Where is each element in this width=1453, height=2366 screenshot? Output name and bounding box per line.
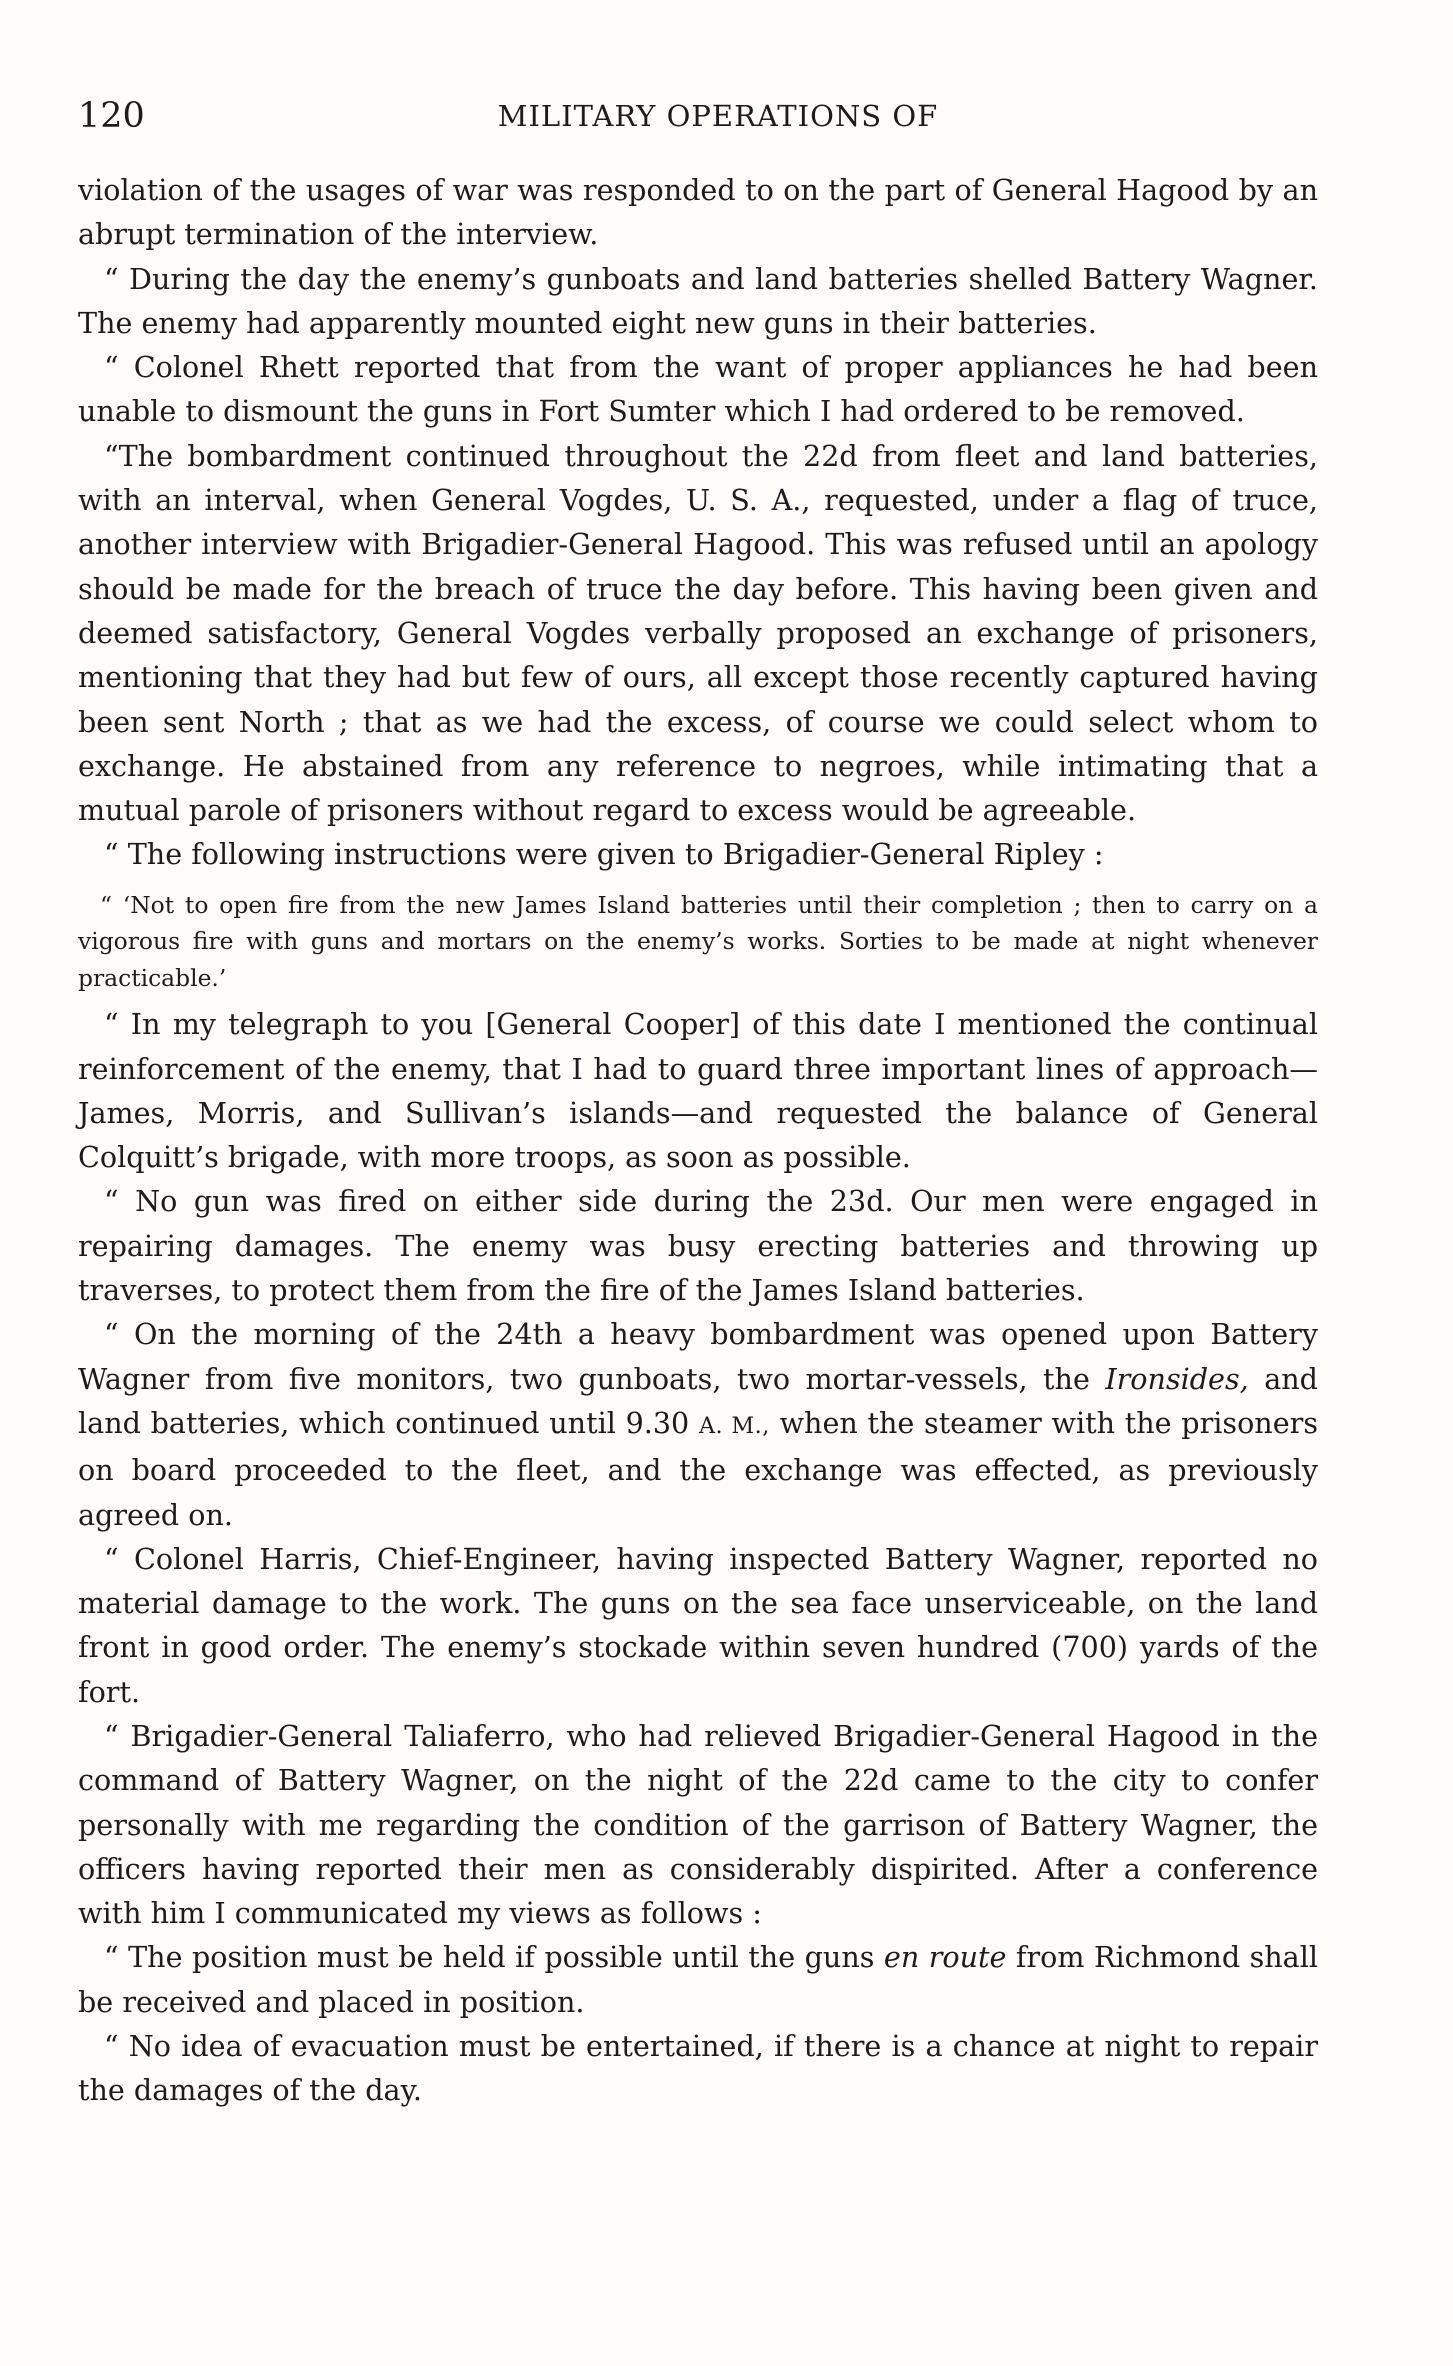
paragraph: “ No idea of evacuation must be entertained, if there is a chance at night to repair the damages of the day.	[78, 2029, 1318, 2108]
text-run: and land batteries, which continued until 9.30	[78, 1361, 1318, 1440]
paragraph	[78, 1312, 1318, 1536]
paragraph: “ Colonel Harris, Chief-Engineer, having inspected Battery Wagner, reported no material damage to the work. The guns on the sea face unserviceable, on the land front in good order. The enemy’s stockade within seven hundred (700) yards of the fort.	[78, 1541, 1318, 1709]
paragraph: “ During the day the enemy’s gunboats and land batteries shelled Battery Wagner. The enemy had apparently mounted eight new guns in their batteries.	[78, 261, 1318, 340]
page-header-title: MILITARY OPERATIONS OF	[497, 99, 939, 133]
page-number: 120	[78, 96, 145, 136]
paragraph: violation of the usages of war was responded to on the part of General Hagood by an abrupt termination of the interview.	[78, 173, 1318, 252]
paragraph: “ No gun was fired on either side during the 23d. Our men were engaged in repairing damages. The enemy was busy erecting batteries and throwing up traverses, to protect them from the fire of the James Island batteries.	[78, 1184, 1318, 1308]
body-text	[78, 168, 1318, 2113]
italic-phrase: en route	[883, 1940, 1007, 1975]
running-head	[78, 92, 1318, 140]
paragraph: “ Colonel Rhett reported that from the want of proper appliances he had been unable to dismount the guns in Fort Sumter which I had ordered to be removed.	[78, 350, 1318, 429]
paragraph: “ In my telegraph to you [General Cooper] of this date I mentioned the continual reinforcement of the enemy, that I had to guard three important lines of approach—James, Morris, and Sullivan’s islands—and requested the balance of General Colquitt’s brigade, with more troops, as soon as possible.	[78, 1007, 1318, 1175]
paragraph: “ The following instructions were given to Brigadier-General Ripley :	[104, 837, 1104, 872]
italic-ship-name: Ironsides,	[1105, 1361, 1249, 1396]
block-quote: “ ‘Not to open fire from the new James Island batteries until their completion ; then to carry on a vigorous fire with guns and mortars on the enemy’s works. Sorties to be made at night whenever practicable.’	[78, 890, 1318, 992]
text-run: from Richmond shall be received and placed in position.	[78, 1940, 1319, 2019]
paragraph: “ Brigadier-General Taliaferro, who had relieved Brigadier-General Hagood in the command of Battery Wagner, on the night of the 22d came to the city to confer personally with me regarding the condition of the garrison of Battery Wagner, the officers having reported their men as considerably dispirited. After a conference with him I communicated my views as follows :	[78, 1719, 1318, 1931]
paragraph	[78, 1935, 1318, 2024]
paragraph: “The bombardment continued throughout the 22d from fleet and land batteries, with an interval, when General Vogdes, U. S. A., requested, under a flag of truce, another interview with Brigadier-General Hagood. This was refused until an apology should be made for the breach of truce the day before. This having been given and deemed satisfactory, General Vogdes verbally proposed an exchange of prisoners, mentioning that they had but few of ours, all except those recently captured having been sent North ; that as we had the excess, of course we could select whom to exchange. He abstained from any reference to negroes, while intimating that a mutual parole of prisoners without regard to excess would be agreeable.	[78, 438, 1318, 828]
text-run: when the steamer with the prisoners on board proceeded to the fleet, and the exchange was effected, as previously agreed on.	[78, 1405, 1318, 1532]
time-abbreviation: A. M.,	[698, 1412, 770, 1439]
text-run: “ The position must be held if possible until the guns	[104, 1940, 875, 1975]
text-run: “ On the morning of the 24th a heavy bombardment was opened upon Battery Wagner from five monitors, two gunboats, two mortar-vessels, the	[78, 1317, 1318, 1396]
